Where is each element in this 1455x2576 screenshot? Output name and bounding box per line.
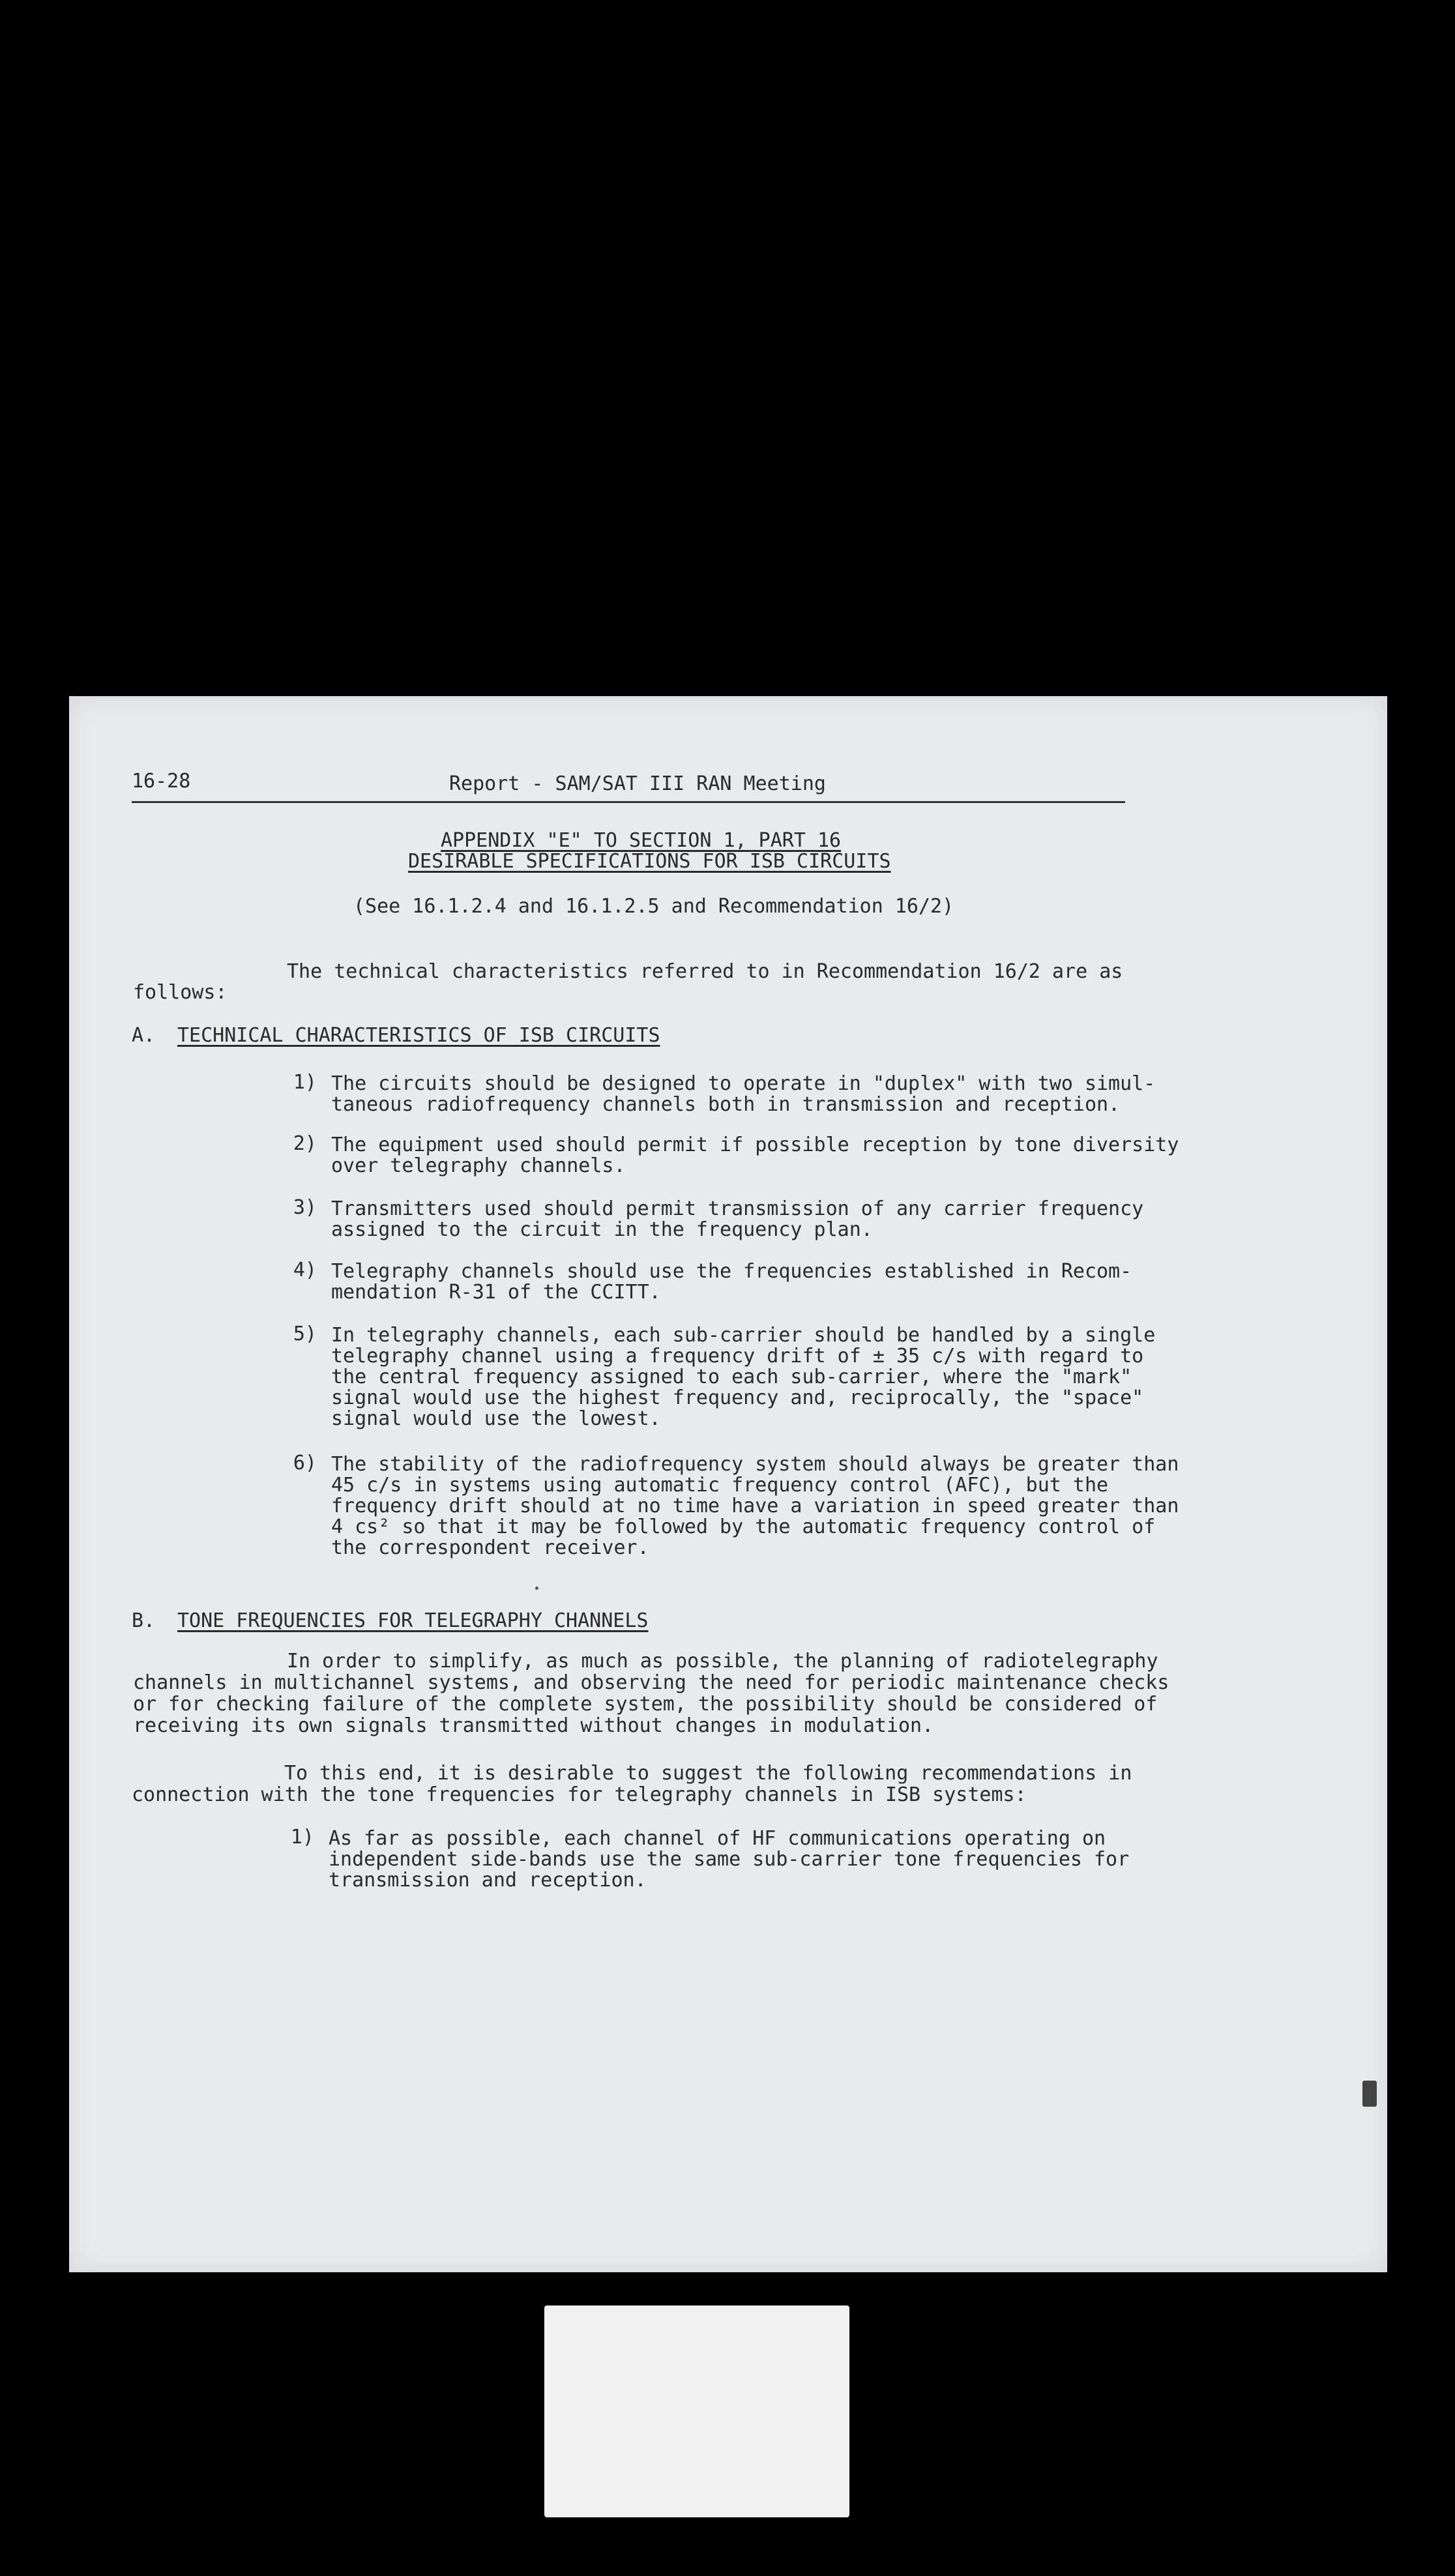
section-b-label: B.: [132, 1609, 156, 1632]
intro-line-2: follows:: [133, 981, 228, 1004]
section-a-heading: TECHNICAL CHARACTERISTICS OF ISB CIRCUITS: [177, 1024, 660, 1047]
page-number: 16-28: [132, 770, 191, 793]
running-title: Report - SAM/SAT III RAN Meeting: [449, 772, 826, 795]
edge-mark: [1362, 2081, 1377, 2107]
header-rule: [132, 801, 1125, 803]
document-content: 16-28 Report - SAM/SAT III RAN Meeting APPENDIX "E" TO SECTION 1, PART 16 DESIRABLE SPECIFICATIONS FOR ISB CIRCUITS (See 16.1.2.4 and 16.1.2.5 and Recommendation 16/2) The technical characteristics referred to in Recommendation 16/2 are as follows: A. TECHNICAL CHARACTERISTICS OF ISB CIRCUITS 1) The circuits should be designed to operate in "duplex" with two simul- taneous radiofrequency channels both in transmission and reception. 2) The equipment used should permit if possible reception by tone diversity over telegraphy channels. 3) Transmitters used should permit transmission of any carrier frequency assigned to the circuit in the frequency plan. 4) Telegraphy channels should use the frequencies established in Recom- mendation R-31 of the CCITT. 5) In telegraphy channels, each sub-carrier should be handled by a single telegraphy channel using a frequency drift of ± 35 c/s with regard to the central frequency assigned to each sub-carrier, where the "mark" signal would use the highest frequency and, reciprocally, the "space" signal would use the lowest. 6) The stability of the radiofrequency system should always be greater than 45 c/s in systems using automatic frequency control (AFC), but the frequency drift should at no time have a variation in speed greater than 4 cs² so that it may be followed by the automatic frequency control of the correspondent receiver. B. TONE FREQUENCIES FOR TELEGRAPHY CHANNELS In order to simplify, as much as possible, the planning of radiotelegraphy channels in multichannel systems, and observing the need for periodic maintenance checks or for checking failure of the complete system, the possibility should be considered of receiving its own signals transmitted without changes in modulation. To this end, it is desirable to suggest the following recommendations in connection with the tone frequencies for telegraphy channels in ISB systems: 1) As far as possible, each channel of HF communications operating on independent side-bands use the same sub-carrier tone frequencies for transmission and reception.: [69, 696, 1387, 2272]
stray-mark: [535, 1587, 538, 1590]
document-page: [69, 696, 1387, 2272]
intro-line-1: The technical characteristics referred to in Recommendation 16/2 are as: [287, 960, 1123, 983]
appendix-subtitle: DESIRABLE SPECIFICATIONS FOR ISB CIRCUITS: [408, 850, 891, 873]
section-b-heading: TONE FREQUENCIES FOR TELEGRAPHY CHANNELS: [177, 1609, 649, 1632]
appendix-reference: (See 16.1.2.4 and 16.1.2.5 and Recommendation 16/2): [353, 895, 954, 918]
appendix-title: APPENDIX "E" TO SECTION 1, PART 16: [441, 829, 842, 852]
section-a-label: A.: [132, 1024, 156, 1047]
blank-card: [544, 2305, 849, 2517]
